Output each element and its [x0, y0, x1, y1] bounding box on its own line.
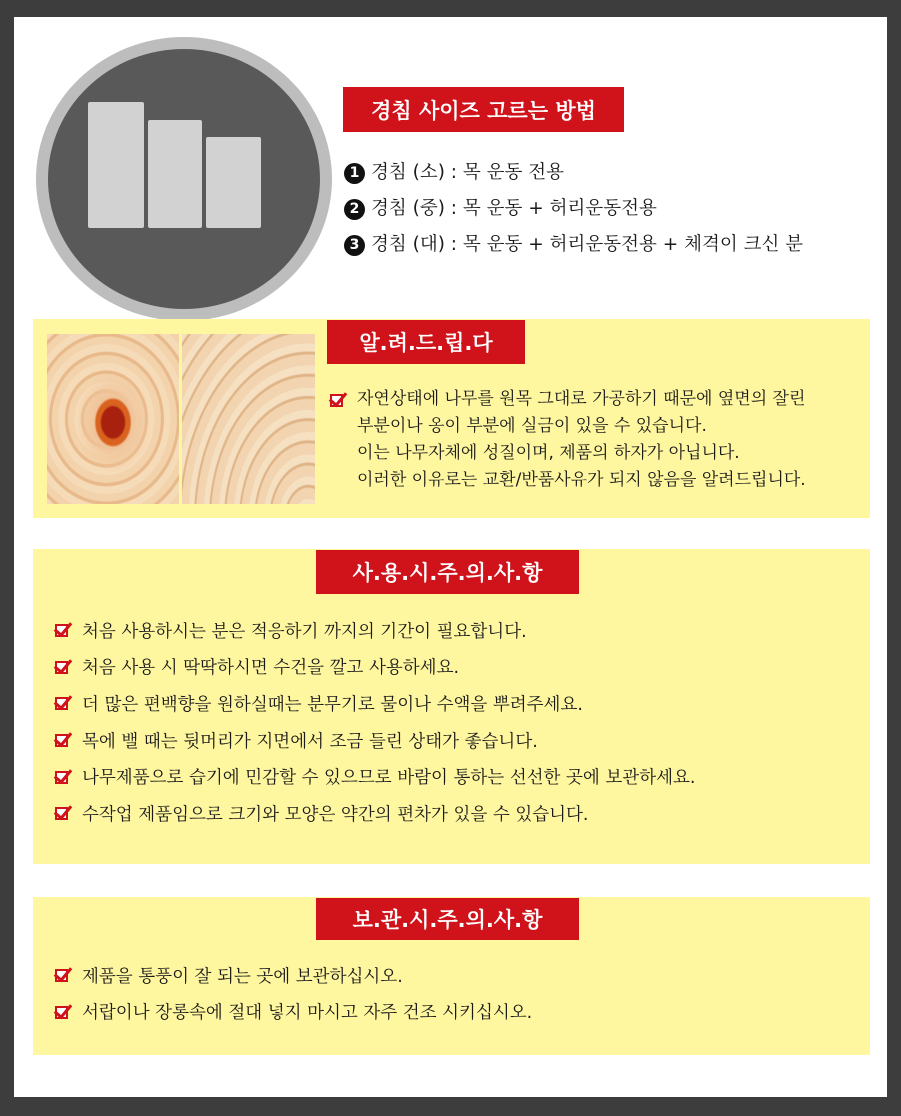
- storage-item-text: 제품을 통풍이 잘 되는 곳에 보관하십시오.: [82, 966, 403, 987]
- number-three-icon: 3: [344, 235, 365, 256]
- size-item-text: 경침 (대) : 목 운동 + 허리운동전용 + 체격이 크신 분: [371, 234, 804, 255]
- usage-item-text: 나무제품으로 습기에 민감할 수 있으므로 바람이 통하는 선선한 곳에 보관하세요.: [82, 768, 696, 789]
- notice-line: 이러한 이유로는 교환/반품사유가 되지 않음을 알려드립니다.: [357, 470, 806, 490]
- size-item-large: [344, 227, 803, 263]
- number-one-icon: 1: [344, 163, 365, 184]
- notice-line: 부분이나 옹이 부분에 실금이 있을 수 있습니다.: [357, 416, 707, 436]
- usage-item-text: 처음 사용하시는 분은 적응하기 까지의 기간이 필요합니다.: [82, 621, 527, 642]
- size-item-text: 경침 (소) : 목 운동 전용: [371, 162, 565, 183]
- usage-item-text: 목에 밸 때는 뒷머리가 지면에서 조금 들린 상태가 좋습니다.: [82, 731, 538, 752]
- number-two-icon: 2: [344, 199, 365, 220]
- notice-line: 자연상태에 나무를 원목 그대로 가공하기 때문에 옆면의 잘린: [357, 389, 806, 409]
- notice-line: 이는 나무자체에 성질이며, 제품의 하자가 아닙니다.: [357, 443, 740, 463]
- checkbox-check-icon: [55, 731, 73, 749]
- checkbox-check-icon: [55, 768, 73, 786]
- usage-item: [55, 722, 696, 759]
- notice-body: [330, 386, 806, 494]
- usage-item-text: 더 많은 편백향을 원하실때는 분무기로 물이나 수액을 뿌려주세요.: [82, 694, 583, 715]
- large-pillow-block: [88, 102, 144, 228]
- usage-item: [55, 795, 696, 832]
- storage-caution-title: 보.관.시.주.의.사.항: [316, 898, 579, 940]
- size-guide-list: [344, 155, 803, 263]
- usage-item: [55, 685, 696, 722]
- storage-item: [55, 957, 532, 994]
- small-pillow-block: [206, 137, 261, 228]
- usage-item: [55, 649, 696, 686]
- checkbox-check-icon: [55, 658, 73, 676]
- checkbox-check-icon: [55, 694, 73, 712]
- checkbox-check-icon: [55, 1003, 73, 1021]
- usage-item-text: 처음 사용 시 딱딱하시면 수건을 깔고 사용하세요.: [82, 658, 460, 679]
- checkbox-check-icon: [330, 391, 348, 409]
- usage-item: [55, 758, 696, 795]
- usage-item-text: 수작업 제품임으로 크기와 모양은 약간의 편차가 있을 수 있습니다.: [82, 804, 589, 825]
- checkbox-check-icon: [55, 621, 73, 639]
- checkbox-check-icon: [55, 804, 73, 822]
- page-frame: [14, 17, 887, 1097]
- usage-item: [55, 612, 696, 649]
- wood-grain-image: [182, 334, 315, 504]
- size-guide-title: 경침 사이즈 고르는 방법: [343, 87, 624, 132]
- notice-title: 알.려.드.립.다: [327, 320, 525, 364]
- size-item-medium: [344, 191, 803, 227]
- storage-item: [55, 994, 532, 1031]
- checkbox-check-icon: [55, 966, 73, 984]
- medium-pillow-block: [148, 120, 202, 228]
- size-item-text: 경침 (중) : 목 운동 + 허리운동전용: [371, 198, 657, 219]
- size-item-small: [344, 155, 803, 191]
- wood-knot-image: [47, 334, 179, 504]
- usage-caution-list: [55, 612, 696, 832]
- storage-caution-list: [55, 957, 532, 1030]
- usage-caution-title: 사.용.시.주.의.사.항: [316, 550, 579, 594]
- storage-item-text: 서랍이나 장롱속에 절대 넣지 마시고 자주 건조 시키십시오.: [82, 1003, 533, 1024]
